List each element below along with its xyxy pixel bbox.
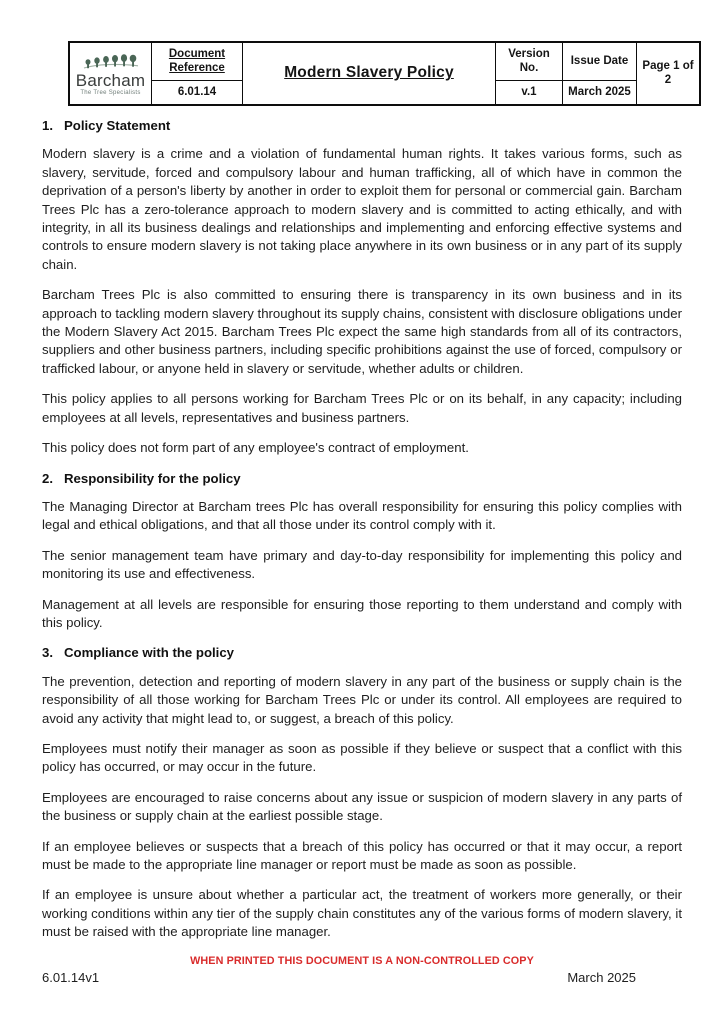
- paragraph: This policy does not form part of any employee's contract of employment.: [42, 440, 469, 456]
- section-heading-policy-statement: [42, 117, 682, 135]
- issue-date-value-cell: [563, 81, 637, 106]
- issue-date-label-cell: [563, 42, 637, 81]
- document-body: [42, 117, 682, 954]
- section-number: 2.: [42, 470, 53, 486]
- doc-ref-label: Document Reference: [168, 47, 226, 74]
- paragraph: Barcham Trees Plc is also committed to ensuring there is transparency in its own business and in its approach to tackling modern slavery throughout its supply chains, consistent with disclosure obligations under the Modern Slavery Act 2015. Barcham Trees Plc expect the same high standards from all of its contractors, suppliers and other business partners, including specific prohibitions against the use of forced, compulsory or trafficked labour, or anyone held in slavery or servitude, whether adults or children.: [42, 287, 682, 376]
- document-footer: [42, 970, 636, 985]
- page-number: Page 1 of 2: [642, 59, 694, 86]
- page-number-cell: [637, 42, 701, 105]
- section-number: 1.: [42, 118, 53, 133]
- section-title: Policy Statement: [64, 118, 171, 133]
- paragraph: The Managing Director at Barcham trees Plc has overall responsibility for ensuring this policy complies with legal and ethical obligations, and that all those under its control comply with it.: [42, 498, 682, 533]
- document-header-table: [68, 41, 701, 106]
- version-value-cell: [496, 81, 563, 106]
- title-cell: [243, 42, 496, 105]
- section-title: Responsibility for the policy: [64, 470, 241, 486]
- paragraph: This policy applies to all persons working for Barcham Trees Plc or on its behalf, in any capacity; including employees at all levels, representatives and business partners.: [42, 391, 682, 425]
- paragraph: If an employee believes or suspects that a breach of this policy has occurred or that it may occur, a report must be made to the appropriate line manager or report must be made as soon as possible.: [42, 838, 682, 872]
- non-controlled-copy-warning: WHEN PRINTED THIS DOCUMENT IS A NON-CONTROLLED COPY: [190, 955, 534, 967]
- paragraph: Management at all levels are responsible for ensuring those reporting to them understand and comply with this policy.: [42, 596, 682, 630]
- version-label: Version No.: [508, 47, 550, 74]
- footer-doc-version: 6.01.14v1: [42, 970, 100, 985]
- paragraph: The senior management team have primary and day-to-day responsibility for implementing this policy and monitoring its use and effectiveness.: [42, 547, 682, 582]
- section-number: 3.: [42, 645, 53, 661]
- doc-ref-value-cell: [152, 81, 243, 106]
- section-heading-responsibility: [42, 470, 682, 488]
- paragraph: Employees must notify their manager as soon as possible if they believe or suspect that a conflict with this policy has occurred, or may occur in the future.: [42, 740, 682, 775]
- logo-wordmark: Barcham: [75, 70, 146, 90]
- paragraph: If an employee is unsure about whether a particular act, the treatment of workers more generally, or their working conditions within any tier of the supply chain constitutes any of the various forms of modern slavery, it must be raised with the appropriate line manager.: [42, 887, 682, 940]
- version-value: v.1: [521, 85, 537, 98]
- paragraph: Employees are encouraged to raise concerns about any issue or suspicion of modern slavery in any parts of the business or supply chain at the earliest possible stage.: [42, 789, 682, 824]
- logo-cell: [69, 42, 152, 105]
- paragraph: Modern slavery is a crime and a violation of fundamental human rights. It takes various forms, such as slavery, servitude, forced and compulsory labour and human trafficking, all of which have in common the deprivation of a person's liberty by another in order to exploit them for personal or commercial gain. Barcham Trees Plc has a zero-tolerance approach to modern slavery and is committed to acting ethically, and with integrity, in all its business dealings and relationships and implementing and enforcing effective systems and controls to ensure modern slavery is not taking place anywhere in its own business or in any part of its supply chain.: [42, 146, 682, 272]
- logo-tagline: The Tree Specialists: [80, 90, 141, 97]
- footer-date: March 2025: [567, 970, 636, 985]
- issue-date-value: March 2025: [568, 85, 631, 98]
- version-label-cell: [496, 42, 563, 81]
- barcham-logo: [73, 51, 148, 97]
- paragraph: The prevention, detection and reporting of modern slavery in any part of the business or supply chain is the responsibility of all those working for Barcham Trees Plc or under its control. All employees are required to avoid any activity that might lead to, or suggest, a breach of this policy.: [42, 673, 682, 726]
- doc-ref-value: 6.01.14: [177, 85, 217, 98]
- section-heading-compliance: [42, 644, 682, 662]
- section-title: Compliance with the policy: [64, 645, 234, 661]
- doc-ref-label-cell: [152, 42, 243, 81]
- trees-icon: [83, 51, 139, 71]
- issue-date-label: Issue Date: [570, 54, 629, 67]
- document-title: Modern Slavery Policy: [284, 64, 454, 82]
